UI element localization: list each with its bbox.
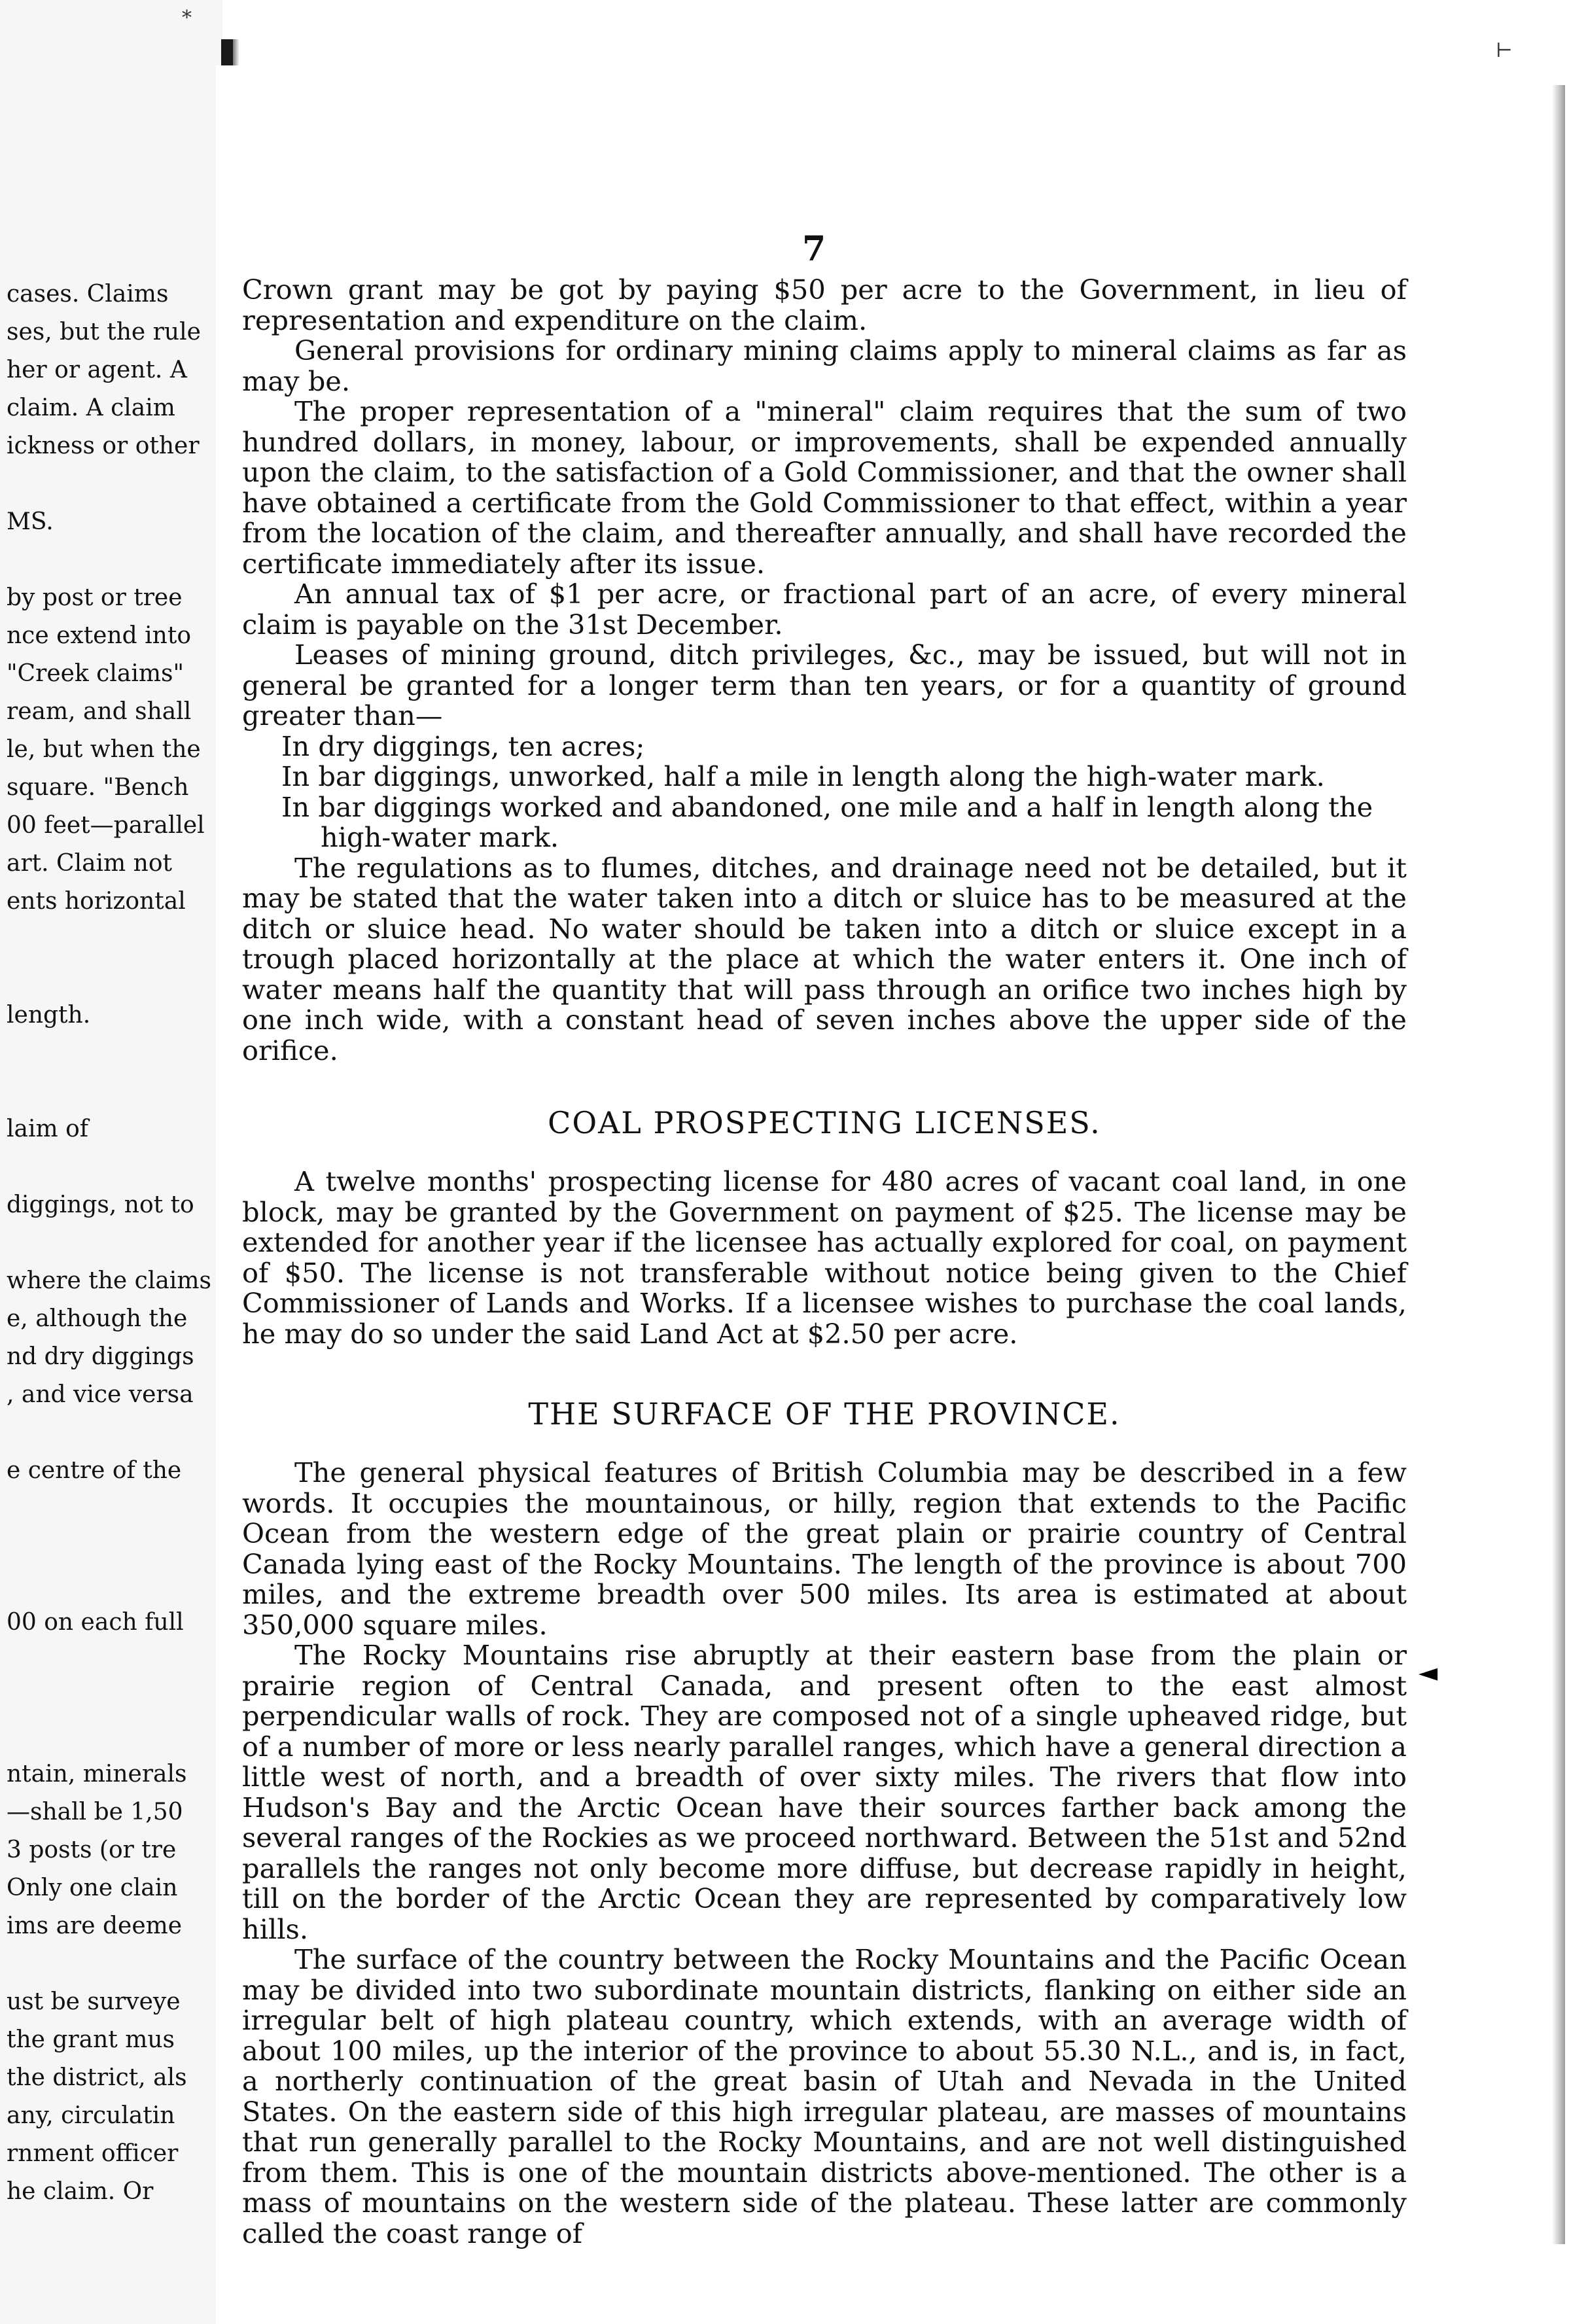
- facing-page: [0, 0, 222, 2324]
- paragraph: The Rocky Mountains rise abruptly at their eastern base from the plain or prairie region of Central Canada, and present often to the east almost perpendicular walls of rock. They are composed not of a single upheaved ridge, but of a number of more or less nearly parallel ranges, which have a general direction a little west of north, and a breadth of over sixty miles. The rivers that flow into Hudson's Bay and the Arctic Ocean have their sources farther back among the several ranges of the Rockies as we proceed northward. Between the 51st and 52nd parallels the ranges not only become more diffuse, but decrease rapidly in height, till on the border of the Arctic Ocean they are represented by comparatively low hills.: [242, 1639, 1407, 1945]
- margin-arrow-icon: ◄: [1419, 1658, 1438, 1687]
- facing-page-line: cases. Claims: [7, 281, 169, 308]
- facing-page-line: ickness or other: [7, 432, 200, 459]
- facing-page-line: square. "Bench: [7, 774, 189, 801]
- facing-page-line: nd dry diggings: [7, 1343, 194, 1370]
- corner-mark: ⊢: [1496, 39, 1513, 62]
- facing-page-line: he claim. Or: [7, 2178, 154, 2205]
- facing-page-line: length.: [7, 1002, 91, 1029]
- facing-page-line: 00 on each full: [7, 1609, 184, 1636]
- mineral-claims-section: [242, 275, 1407, 1066]
- facing-page-line: ses, but the rule: [7, 319, 201, 345]
- paragraph: Crown grant may be got by paying $50 per acre to the Government, in lieu of representation and expenditure on the claim.: [242, 273, 1407, 336]
- paragraph: Leases of mining ground, ditch privileges, &c., may be issued, but will not in general be granted for a longer term than ten years, or for a quantity of ground greater than—: [242, 639, 1407, 731]
- heading-coal-prospecting: COAL PROSPECTING LICENSES.: [548, 1105, 1101, 1140]
- page-number: 7: [802, 229, 826, 269]
- facing-page-line: e, although the: [7, 1305, 188, 1332]
- page-edge: [1552, 85, 1565, 2244]
- paragraph: In dry diggings, ten acres;: [281, 730, 645, 762]
- paragraph: General provisions for ordinary mining claims apply to mineral claims as far as may be.: [242, 334, 1407, 397]
- paragraph: In bar diggings worked and abandoned, one mile and a half in length along the: [281, 790, 1373, 823]
- paragraph: A twelve months' prospecting license for 480 acres of vacant coal land, in one block, may be granted by the Government on payment of $25. The license may be extended for another year if the licensee has actually explored for coal, on payment of $50. The license is not transferable without notice being given to the Chief Commissioner of Lands and Works. If a licensee wishes to purchase the coal lands, he may do so under the said Land Act at $2.50 per acre.: [242, 1165, 1407, 1350]
- paragraph: The general physical features of British Columbia may be described in a few words. It occupies the mountainous, or hilly, region that extends to the Pacific Ocean from the western edge of the great plain or prairie country of Central Canada lying east of the Rocky Mountains. The length of the province is about 700 miles, and the extreme breadth over 500 miles. Its area is estimated at about 350,000 square miles.: [242, 1456, 1407, 1641]
- paragraph: The proper representation of a "mineral" claim requires that the sum of two hundred dollars, in money, labour, or improvements, shall be expended annually upon the claim, to the satisfaction of a Gold Commissioner, and that the owner shall have obtained a certificate from the Gold Commissioner to that effect, within a year from the location of the claim, and thereafter annually, and shall have recorded the certificate immediately after its issue.: [242, 395, 1407, 580]
- facing-page-line: by post or tree: [7, 584, 183, 611]
- facing-page-line: rnment officer: [7, 2140, 179, 2167]
- facing-page-line: claim. A claim: [7, 395, 175, 421]
- facing-page-line: , and vice versa: [7, 1381, 194, 1408]
- paragraph: The regulations as to flumes, ditches, and drainage need not be detailed, but it may be stated that the water taken into a ditch or sluice has to be measured at the ditch or sluice head. No water should be taken into a ditch or sluice except in a trough placed horizontally at the place at which the water enters it. One inch of water means half the quantity that will pass through an orifice two inches high by one inch wide, with a constant head of seven inches above the upper side of the orifice.: [242, 851, 1407, 1066]
- surface-section: [242, 1458, 1407, 2249]
- facing-page-line: where the claims: [7, 1267, 211, 1294]
- facing-page-line: ust be surveye: [7, 1988, 181, 2015]
- facing-page-line: 3 posts (or tre: [7, 1837, 177, 1863]
- facing-page-line: le, but when the: [7, 736, 201, 763]
- facing-page-line: nce extend into: [7, 622, 191, 649]
- facing-page-line: MS.: [7, 508, 54, 535]
- facing-page-line: any, circulatin: [7, 2102, 175, 2129]
- facing-page-line: ntain, minerals: [7, 1761, 187, 1787]
- facing-page-line: diggings, not to: [7, 1191, 194, 1218]
- facing-page-line: ents horizontal: [7, 888, 186, 915]
- facing-page-line: Only one clain: [7, 1875, 178, 1901]
- facing-page-line: ream, and shall: [7, 698, 192, 725]
- facing-page-line: laim of: [7, 1116, 89, 1142]
- facing-page-line: —shall be 1,50: [7, 1799, 183, 1825]
- facing-page-line: 00 feet—parallel: [7, 812, 205, 839]
- facing-page-line: the grant mus: [7, 2026, 175, 2053]
- paragraph: In bar diggings, unworked, half a mile in length along the high-water mark.: [281, 760, 1325, 792]
- coal-section: [242, 1167, 1407, 1349]
- facing-page-line: art. Claim not: [7, 850, 172, 877]
- paragraph: high-water mark.: [321, 821, 559, 853]
- text-column: [242, 275, 1407, 2249]
- facing-page-line: her or agent. A: [7, 357, 187, 383]
- heading-surface-of-province: THE SURFACE OF THE PROVINCE.: [528, 1396, 1121, 1432]
- facing-page-line: e centre of the: [7, 1457, 182, 1484]
- facing-page-line: ims are deeme: [7, 1912, 183, 1939]
- facing-page-line: "Creek claims": [7, 660, 185, 687]
- facing-page-line: the district, als: [7, 2064, 187, 2091]
- top-mark: *: [182, 7, 192, 29]
- paragraph: The surface of the country between the Rocky Mountains and the Pacific Ocean may be divided into two subordinate mountain districts, flanking on either side an irregular belt of high plateau country, which extends, with an average width of about 100 miles, up the interior of the province to about 55.30 N.L., and is, in fact, a northerly continuation of the great basin of Utah and Nevada in the United States. On the eastern side of this high irregular plateau, are masses of mountains that run generally parallel to the Rocky Mountains, and are not well distinguished from them. This is one of the mountain districts above-mentioned. The other is a mass of mountains on the western side of the plateau. These latter are commonly called the coast range of: [242, 1943, 1407, 2249]
- paragraph: An annual tax of $1 per acre, or fractional part of an acre, of every mineral claim is payable on the 31st December.: [242, 578, 1407, 641]
